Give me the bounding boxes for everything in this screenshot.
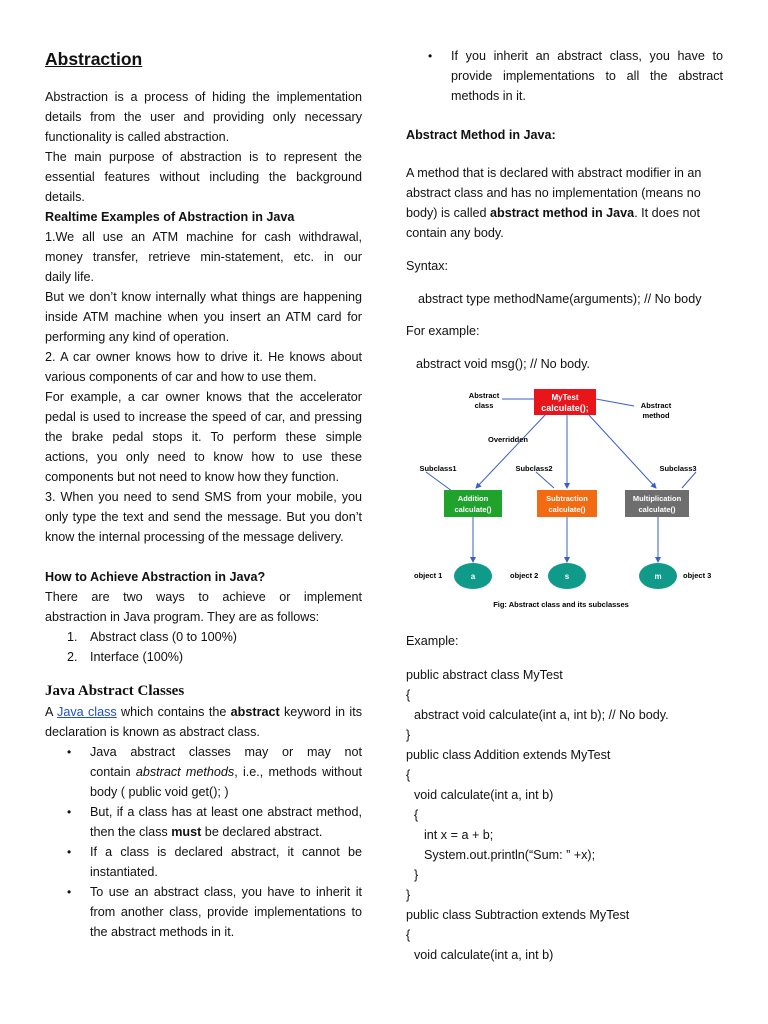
intro-line: The main purpose of abstraction is to represent the bbox=[45, 150, 362, 164]
abstract-class-label: Abstract bbox=[468, 391, 500, 400]
bullet-icon: • bbox=[67, 745, 72, 759]
method-line: contain any body. bbox=[406, 226, 504, 240]
subclass2-label: Subclass2 bbox=[515, 464, 553, 473]
bullet-icon: • bbox=[67, 885, 72, 899]
bullet-line: Java abstract classes may or may not bbox=[90, 745, 362, 759]
list-number: 2. bbox=[67, 650, 78, 664]
java-class-link[interactable]: Java class bbox=[57, 705, 117, 719]
for-example-label: For example: bbox=[406, 324, 480, 338]
bullet-line: from another class, provide implementations to bbox=[90, 905, 362, 919]
bullet-icon: • bbox=[67, 805, 72, 819]
realtime-line: only type the text and send the message. But you don’t bbox=[45, 510, 362, 524]
realtime-line: 1.We all use an ATM machine for cash withdrawal, bbox=[45, 230, 362, 244]
intro-line: details from the user and providing only necessary bbox=[45, 110, 362, 124]
realtime-line: inside ATM machine when you insert an ATM card for bbox=[45, 310, 362, 324]
bullet-line: the abstract methods in it. bbox=[90, 925, 235, 939]
method-line: A method that is declared with abstract modifier in an bbox=[406, 166, 702, 180]
realtime-line: various components of car and how to use them. bbox=[45, 370, 317, 384]
abstract-method-label: Abstract bbox=[640, 401, 672, 410]
text-span: be declared abstract. bbox=[201, 825, 323, 839]
connector-line bbox=[596, 399, 634, 406]
multiplication-method: calculate() bbox=[638, 505, 676, 514]
how-heading: How to Achieve Abstraction in Java? bbox=[45, 570, 266, 584]
object1-label: object 1 bbox=[414, 571, 443, 580]
realtime-line: money transfer, retrieve min-statement, etc. in our bbox=[45, 250, 362, 264]
bullet-line: body ( public void get(); ) bbox=[90, 785, 229, 799]
syntax-label: Syntax: bbox=[406, 259, 448, 273]
code-line: System.out.println(“Sum: ” +x); bbox=[424, 848, 596, 862]
realtime-line: pedal is used to increase the speed of car, and pressing bbox=[45, 410, 362, 424]
connector-line bbox=[682, 472, 696, 488]
bullet-line: provide implementations to all the abstract bbox=[451, 69, 723, 83]
bullet-line: If a class is declared abstract, it cannot be bbox=[90, 845, 362, 859]
list-text: Abstract class (0 to 100%) bbox=[90, 630, 237, 644]
list-text: Interface (100%) bbox=[90, 650, 184, 664]
code-line: abstract void calculate(int a, int b); // No body. bbox=[414, 708, 669, 722]
page-title: Abstraction bbox=[45, 49, 143, 69]
code-line: { bbox=[406, 688, 411, 702]
subtraction-method: calculate() bbox=[548, 505, 586, 514]
abstract-class-label: class bbox=[474, 401, 494, 410]
how-line: abstraction in Java program. They are as follows: bbox=[45, 610, 320, 624]
code-line: } bbox=[406, 728, 411, 742]
intro-line: functionality is called abstraction. bbox=[45, 130, 230, 144]
overridden-label: Overridden bbox=[487, 435, 529, 444]
code-line: public class Addition extends MyTest bbox=[406, 748, 611, 762]
bullet-icon: • bbox=[428, 49, 433, 63]
realtime-line: 3. When you need to send SMS from your mobile, you bbox=[45, 490, 362, 504]
bullet-icon: • bbox=[67, 845, 72, 859]
subtraction-label: Subtraction bbox=[546, 494, 588, 503]
code-line: } bbox=[406, 888, 411, 902]
bullet-line: But, if a class has at least one abstract method, bbox=[90, 805, 362, 819]
syntax-code: abstract type methodName(arguments); // No body bbox=[418, 292, 702, 306]
method-heading: Abstract Method in Java: bbox=[406, 128, 556, 142]
method-line: abstract class and has no implementation (means no bbox=[406, 186, 701, 200]
example-label: Example: bbox=[406, 634, 459, 648]
intro-line: essential features without including the background bbox=[45, 170, 362, 184]
code-line: { bbox=[406, 928, 411, 942]
classes-line bbox=[45, 702, 362, 722]
realtime-line: actions, you only need to know how to use these bbox=[45, 450, 362, 464]
connector-line bbox=[536, 472, 554, 488]
example-code: abstract void msg(); // No body. bbox=[416, 357, 591, 371]
realtime-line: the brake pedal stops it. To perform these simple bbox=[45, 430, 362, 444]
text-span: . It does not bbox=[634, 206, 700, 220]
abstract-method-label: method bbox=[642, 411, 670, 420]
code-line: public abstract class MyTest bbox=[406, 668, 563, 682]
text-span: then the class bbox=[90, 825, 172, 839]
realtime-line: components but not need to know how they function. bbox=[45, 470, 340, 484]
mytest-label: MyTest bbox=[551, 393, 579, 402]
text-span: A bbox=[45, 705, 58, 719]
text-span: , i.e., methods without bbox=[234, 765, 362, 779]
code-line: { bbox=[414, 808, 419, 822]
subclass1-label: Subclass1 bbox=[419, 464, 457, 473]
object3-label: object 3 bbox=[683, 571, 712, 580]
code-line: public class Subtraction extends MyTest bbox=[406, 908, 630, 922]
abstract-class-diagram bbox=[406, 384, 736, 616]
arrow-line bbox=[588, 414, 656, 488]
code-line: int x = a + b; bbox=[424, 828, 494, 842]
bullet-line bbox=[90, 762, 362, 782]
object-a-label: a bbox=[470, 572, 476, 581]
object2-label: object 2 bbox=[510, 571, 539, 580]
realtime-line: For example, a car owner knows that the accelerator bbox=[45, 390, 362, 404]
list-number: 1. bbox=[67, 630, 78, 644]
classes-heading: Java Abstract Classes bbox=[45, 683, 185, 699]
bold-span: abstract method in Java bbox=[490, 206, 635, 220]
classes-line: declaration is known as abstract class. bbox=[45, 725, 260, 739]
code-line: } bbox=[414, 868, 419, 882]
intro-line: details. bbox=[45, 190, 85, 204]
text-span: which contains the bbox=[116, 705, 231, 719]
realtime-line: know the internal processing of the message delivery. bbox=[45, 530, 344, 544]
bold-span: abstract bbox=[230, 705, 280, 719]
arrow-line bbox=[476, 414, 546, 488]
multiplication-label: Multiplication bbox=[632, 494, 682, 503]
realtime-line: daily life. bbox=[45, 270, 94, 284]
realtime-line: But we don’t know internally what things are happening bbox=[45, 290, 362, 304]
realtime-line: performing any kind of operation. bbox=[45, 330, 230, 344]
bullet-line: methods in it. bbox=[451, 89, 526, 103]
object-s-label: s bbox=[564, 572, 570, 581]
addition-label: Addition bbox=[457, 494, 489, 503]
text-span: contain bbox=[90, 765, 136, 779]
bullet-line bbox=[90, 822, 362, 842]
bullet-line: To use an abstract class, you have to inherit it bbox=[90, 885, 362, 899]
bullet-line: instantiated. bbox=[90, 865, 158, 879]
addition-method: calculate() bbox=[454, 505, 492, 514]
figure-caption: Fig: Abstract class and its subclasses bbox=[493, 600, 629, 609]
mytest-method: calculate(); bbox=[541, 403, 589, 413]
code-line: void calculate(int a, int b) bbox=[414, 948, 554, 962]
how-line: There are two ways to achieve or implement bbox=[45, 590, 362, 604]
text-span: body) is called bbox=[406, 206, 490, 220]
bold-span: must bbox=[171, 825, 202, 839]
object-m-label: m bbox=[654, 572, 662, 581]
code-line: void calculate(int a, int b) bbox=[414, 788, 554, 802]
realtime-heading: Realtime Examples of Abstraction in Java bbox=[45, 210, 295, 224]
subclass3-label: Subclass3 bbox=[659, 464, 697, 473]
text-span: keyword in its bbox=[279, 705, 362, 719]
intro-line: Abstraction is a process of hiding the implementation bbox=[45, 90, 362, 104]
italic-span: abstract methods bbox=[135, 765, 235, 779]
code-line: { bbox=[406, 768, 411, 782]
realtime-line: 2. A car owner knows how to drive it. He knows about bbox=[45, 350, 362, 364]
bullet-line: If you inherit an abstract class, you have to bbox=[451, 49, 723, 63]
method-line bbox=[406, 203, 723, 223]
